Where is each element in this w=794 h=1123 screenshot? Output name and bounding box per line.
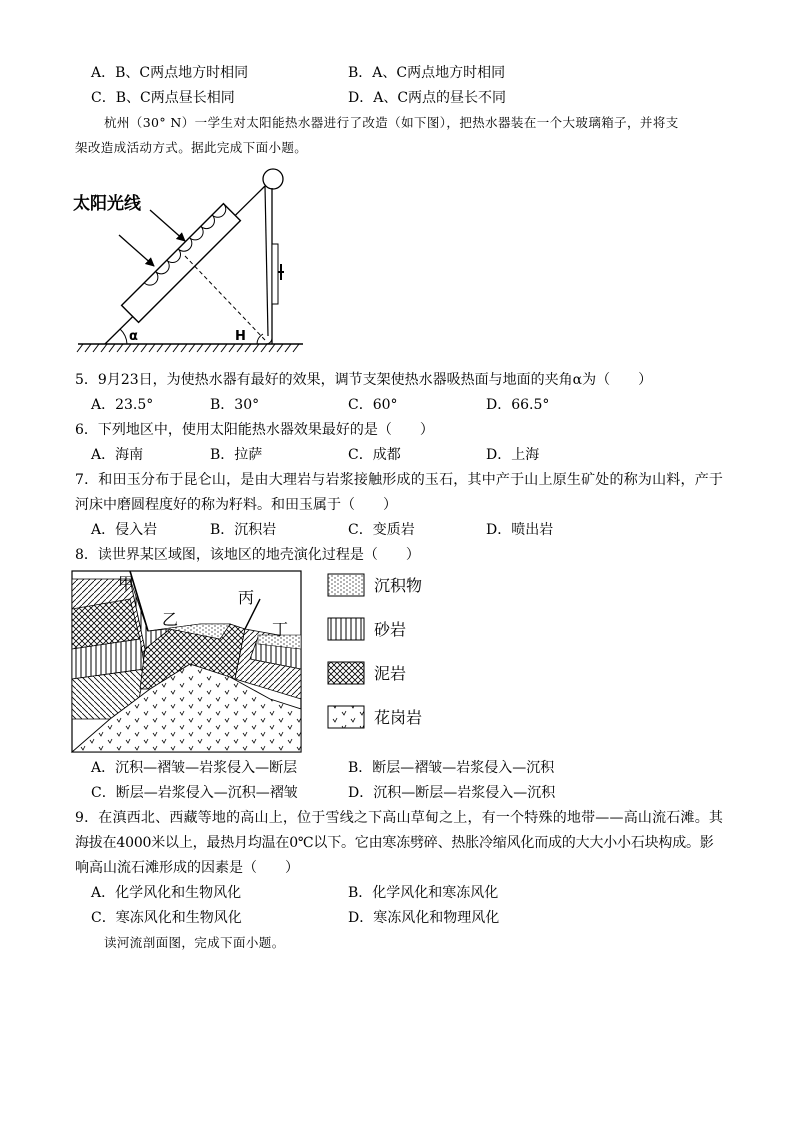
solar-heater-figure (75, 168, 315, 358)
intro-river-profile: 读河流剖面图，完成下面小题。 (104, 935, 285, 950)
q7-option-d: D．喷出岩 (486, 522, 554, 538)
legend (328, 574, 422, 728)
q6-option-a: A．海南 (91, 447, 144, 463)
legend-granite: 花岗岩 (374, 708, 423, 727)
geologic-section-figure (70, 569, 440, 754)
q9-option-d: D．寒冻风化和物理风化 (348, 910, 500, 926)
label-jia: 甲 (118, 574, 135, 593)
q9-stem-line1: 9．在滇西北、西藏等地的高山上，位于雪线之下高山草甸之上，有一个特殊的地带——高山流石滩。其 (75, 810, 724, 826)
alpha-label: α (129, 329, 138, 344)
q7-option-c: C．变质岩 (348, 522, 415, 538)
legend-sandstone: 砂岩 (374, 620, 407, 639)
q6-option-c: C．成都 (348, 447, 401, 463)
q7-option-a: A．侵入岩 (91, 522, 158, 538)
q8-option-c: C．断层—岩浆侵入—沉积—褶皱 (91, 785, 298, 801)
q9-option-b: B．化学风化和寒冻风化 (348, 885, 499, 901)
q8-stem: 8．读世界某区域图，该地区的地壳演化过程是（ ） (75, 547, 420, 563)
q6-stem: 6．下列地区中，使用太阳能热水器效果最好的是（ ） (75, 422, 434, 438)
q5-option-b: B．30° (210, 397, 260, 413)
sun-ray-label: 太阳光线 (73, 194, 141, 214)
q4-option-c: C．B、C两点昼长相同 (91, 90, 235, 106)
q8-option-d: D．沉积—断层—岩浆侵入—沉积 (348, 785, 556, 801)
q5-option-a: A．23.5° (91, 397, 154, 413)
q9-stem-line2: 海拔在4000米以上，最热月均温在0℃以下。它由寒冻劈碎、热胀冷缩风化而成的大大小小石块构成。影 (75, 835, 714, 851)
q8-option-b: B．断层—褶皱—岩浆侵入—沉积 (348, 760, 555, 776)
label-yi: 乙 (162, 610, 179, 629)
q7-option-b: B．沉积岩 (210, 522, 277, 538)
q6-option-b: B．拉萨 (210, 447, 263, 463)
intro-hangzhou-line2: 架改造成活动方式。据此完成下面小题。 (75, 140, 308, 155)
q4-option-a: A．B、C两点地方时相同 (91, 65, 249, 81)
legend-mudstone: 泥岩 (374, 664, 407, 683)
q4-option-b: B．A、C两点地方时相同 (348, 65, 506, 81)
intro-hangzhou-line1: 杭州（30° N）一学生对太阳能热水器进行了改造（如下图），把热水器装在一个大玻璃箱子，并将支 (104, 115, 679, 130)
q9-stem-line3: 响高山流石滩形成的因素是（ ） (75, 860, 299, 876)
q5-option-c: C．60° (348, 397, 398, 413)
legend-sediment: 沉积物 (374, 576, 423, 595)
q5-stem: 5．9月23日，为使热水器有最好的效果，调节支架使热水器吸热面与地面的夹角α为（ ） (75, 372, 653, 388)
q6-option-d: D．上海 (486, 447, 540, 463)
q9-option-a: A．化学风化和生物风化 (91, 885, 242, 901)
label-bing: 丙 (238, 588, 255, 607)
q9-option-c: C．寒冻风化和生物风化 (91, 910, 242, 926)
q7-stem-line1: 7．和田玉分布于昆仑山，是由大理岩与岩浆接触形成的玉石，其中产于山上原生矿处的称为山料，产于 (75, 472, 724, 488)
label-ding: 丁 (272, 620, 289, 639)
q5-option-d: D．66.5° (486, 397, 550, 413)
q7-stem-line2: 河床中磨圆程度好的称为籽料。和田玉属于（ ） (75, 497, 397, 513)
h-label: H (235, 329, 246, 344)
q4-option-d: D．A、C两点的昼长不同 (348, 90, 507, 106)
q8-option-a: A．沉积—褶皱—岩浆侵入—断层 (91, 760, 298, 776)
